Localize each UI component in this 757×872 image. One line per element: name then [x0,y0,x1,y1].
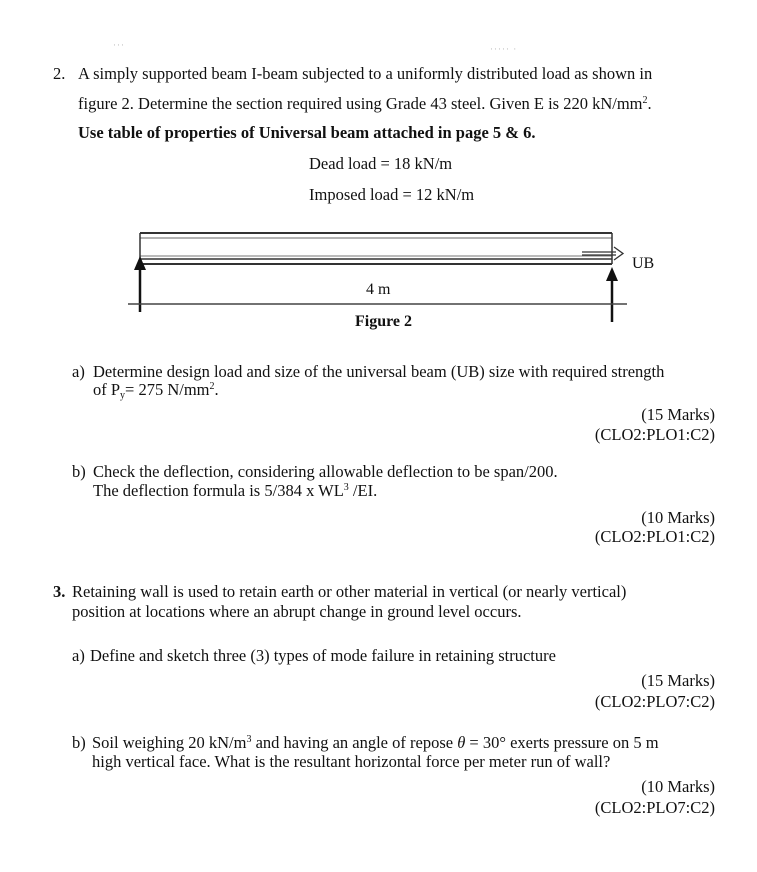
part-3a-marks: (15 Marks) [641,671,715,690]
question-3-number: 3. [53,582,66,601]
part-2b-line-2: The deflection formula is 5/384 x $WL^3$ /EI. [93,481,378,500]
part-2a-marks: (15 Marks) [641,405,715,424]
part-2a-clo: (CLO2:PLO1:C2) [594,425,715,444]
part-2b-marks: (10 Marks) [641,508,715,527]
imposed-load: Imposed load = 12 kN/m [309,185,475,204]
ub-pointer-arrow [582,247,623,260]
part-3b-line-1: Soil weighing 20 $kN/m^3$ and having an angle of repose θ = 30° exerts pressure on 5 m [92,733,659,752]
part-3a-text: Define and sketch three (3) types of mode failure in retaining structure [90,646,556,665]
part-2a-label: a) [72,362,85,381]
part-2b-label: b) [72,462,86,481]
span-label: 4 m [366,281,391,298]
scan-mark: ··· [113,40,125,50]
part-3a-clo: (CLO2:PLO7:C2) [594,692,715,711]
beam-figure [0,0,757,340]
part-3a-label: a) [72,646,85,665]
question-2-line-3: Use table of properties of Universal beam attached in page 5 & 6. [78,123,536,142]
part-3b-marks: (10 Marks) [641,777,715,796]
question-3-line-1: Retaining wall is used to retain earth or other material in vertical (or nearly vertical) [72,582,627,601]
dead-load: Dead load = 18 kN/m [309,154,453,173]
beam-body [140,233,612,264]
part-3b-label: b) [72,733,86,752]
part-2b-clo: (CLO2:PLO1:C2) [594,527,715,546]
part-3b-line-2: high vertical face. What is the resultant horizontal force per meter run of wall? [92,752,611,771]
beam-label: UB [632,255,655,272]
part-2b-line-1: Check the deflection, considering allowable deflection to be span/200. [93,462,558,481]
part-2a-line-2: of $P_y= 275$ $N/mm^2$. [93,380,219,401]
scan-mark: ····· · [490,44,518,54]
question-3-line-2: position at locations where an abrupt change in ground level occurs. [72,602,522,621]
right-support-arrow [606,267,618,322]
question-2-line-2: figure 2. Determine the section required using Grade 43 steel. Given E is 220 $kN/mm^2$. [78,94,652,113]
part-2a-line-1: Determine design load and size of the universal beam (UB) size with required strength [93,362,665,381]
question-2-line-1: A simply supported beam I-beam subjected to a uniformly distributed load as shown in [78,64,653,83]
part-3b-clo: (CLO2:PLO7:C2) [594,798,715,817]
question-2-number: 2. [53,64,66,83]
figure-caption: Figure 2 [355,313,413,330]
